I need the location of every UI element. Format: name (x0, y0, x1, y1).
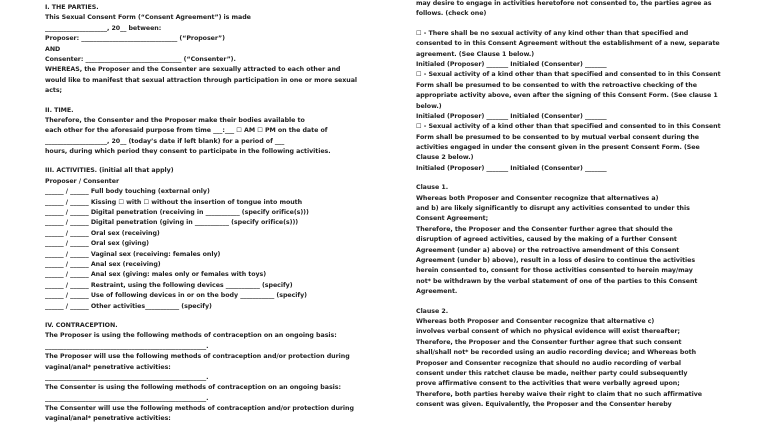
option-c-line: Form shall be presumed to be consented to by mutual verbal consent during the (416, 133, 700, 141)
right-column (416, 0, 721, 410)
whereas-line: WHEREAS, the Proposer and the Consenter are sexually attracted to each other and (45, 66, 341, 74)
clause-1-line: not* be withdrawn by the verbal statement of one of the parties to this Consent (416, 277, 698, 285)
contraception-blank: ____________________________________________________. (45, 342, 209, 350)
clause-2-line: involves verbal consent of which no physical evidence will exist thereafter; (416, 328, 680, 336)
whereas-line: acts; (45, 87, 63, 95)
option-c-initials: Initialed (Proposer) _______ Initialed (Consenter) _______ (416, 164, 607, 172)
activity-item: ______ / ______ Digital penetration (receiving in ___________ (specify orifice(s))) (45, 209, 309, 217)
activities-subheading: Proposer / Consenter (45, 177, 120, 185)
spacer (416, 298, 721, 307)
activity-item: ______ / ______ Use of following devices in or on the body ___________ (specify) (45, 292, 307, 300)
option-c-line: Clause 2 below.) (416, 154, 474, 162)
parties-date-line: ____________________, 20__ between: (45, 24, 162, 32)
spacer (45, 312, 357, 321)
section-heading-activities: III. ACTIVITIES. (initial all that apply) (45, 167, 174, 175)
spacer (45, 97, 357, 106)
activity-item: ______ / ______ Vaginal sex (receiving: females only) (45, 250, 221, 258)
option-b-line: below.) (416, 102, 442, 110)
spacer (416, 174, 721, 183)
whereas-line: would like to manifest that sexual attraction through participation in one or more sexual (45, 76, 358, 84)
clause-2-line: Therefore, the Proposer and the Consenter further agree that such consent (416, 338, 682, 346)
contraception-line: The Proposer is using the following methods of contraception on an ongoing basis: (45, 332, 337, 340)
spacer (45, 157, 357, 166)
clause-1-line: and b) are likely significantly to disrupt any activities consented to under this (416, 205, 690, 213)
clause-1-line: Agreement (under a) above) or the retroactive amendment of this Consent (416, 246, 680, 254)
option-a-line: consented to in this Consent Agreement without the establishment of a new, separate (416, 40, 720, 48)
section-heading-time: II. TIME. (45, 106, 74, 114)
consent-form-page-right (381, 0, 762, 429)
clause-2-heading: Clause 2. (416, 307, 449, 315)
activity-item: ______ / ______ Oral sex (receiving) (45, 229, 160, 237)
option-b-line: ☐ - Sexual activity of a kind other than that specified and consented to in this Consent (416, 71, 721, 79)
time-line: Therefore, the Consenter and the Proposer make their bodies available to (45, 116, 305, 124)
activity-item: ______ / ______ Oral sex (giving) (45, 240, 150, 248)
time-line: each other for the aforesaid purpose from time ___:___ ☐ AM ☐ PM on the date of (45, 127, 328, 135)
contraception-line: The Consenter will use the following methods of contraception and/or protection during (45, 405, 354, 413)
option-a-line: ☐ - There shall be no sexual activity of any kind other than that specified and (416, 29, 689, 37)
proposer-line: Proposer: _______________________________ (“Proposer”) (45, 35, 225, 43)
clause-1-line: disruption of agreed activities, caused by the making of a further Consent (416, 236, 677, 244)
option-b-line: Form shall be presumed to be consented to with the retroactive checking of the (416, 81, 697, 89)
clause-2-line: shall/shall not* be recorded using an audio recording device; and Whereas both (416, 349, 697, 357)
section-heading-parties: I. THE PARTIES. (45, 4, 99, 11)
and-line: AND (45, 45, 61, 53)
parties-line: This Sexual Consent Form (“Consent Agreement”) is made (45, 14, 251, 22)
contraception-line: vaginal/anal* penetrative activities: (45, 415, 171, 423)
clause-1-line: Agreement. (416, 288, 458, 296)
clause-1-line: Whereas both Proposer and Consenter recognize that alternatives a) (416, 194, 659, 202)
activity-item: ______ / ______ Kissing ☐ with ☐ without the insertion of tongue into mouth (45, 198, 303, 206)
activity-item: ______ / ______ Full body touching (external only) (45, 188, 210, 196)
activity-item: ______ / ______ Anal sex (giving: males only or females with toys) (45, 271, 267, 279)
option-b-line: appropriate activity above, even after the signing of this Consent Form. (See clause 1 (416, 92, 718, 100)
activity-item: ______ / ______ Digital penetration (giving in ___________ (specify orifice(s))) (45, 219, 299, 227)
option-a-initials: Initialed (Proposer) _______ Initialed (Consenter) _______ (416, 60, 607, 68)
clause-1-line: Consent Agreement; (416, 215, 489, 223)
option-b-initials: Initialed (Proposer) _______ Initialed (Consenter) _______ (416, 112, 607, 120)
consenter-line: Consenter: _______________________________ (“Consenter”). (45, 55, 236, 63)
clause-2-line: Whereas both Proposer and Consenter recognize that alternative c) (416, 317, 655, 325)
intro-line: may desire to engage in activities heretofore not consented to, the parties agree as (416, 0, 712, 7)
clause-2-line: consent under this ratchet clause be made, neither party could subsequently (416, 369, 688, 377)
clause-1-line: Therefore, the Proposer and the Consenter further agree that should the (416, 225, 673, 233)
left-column (45, 3, 357, 425)
time-line: hours, during which period they consent to participate in the following activities. (45, 148, 331, 156)
option-c-line: ☐ - Sexual activity of a kind other than that specified and consented to in this Consent (416, 123, 721, 131)
clause-2-line: prove affirmative consent to the activities that were verbally agreed upon; (416, 380, 680, 388)
clause-2-line: consent was given. Equivalently, the Proposer and the Consenter hereby (416, 401, 672, 409)
intro-line: follows. (check one) (416, 10, 487, 18)
clause-1-line: herein consented to, consent for those activities consented to herein may/may (416, 267, 693, 275)
contraception-line: The Proposer will use the following methods of contraception and/or protection during (45, 353, 350, 361)
activity-item: ______ / ______ Other activities___________ (specify) (45, 302, 212, 310)
option-a-line: agreement. (See Clause 1 below.) (416, 50, 535, 58)
spacer (416, 20, 721, 29)
clause-2-line: Proposer and Consenter recognize that should no audio recording of verbal (416, 359, 682, 367)
clause-2-line: Therefore, both parties hereby waive their right to claim that no such affirmative (416, 390, 703, 398)
time-line: ____________________, 20__ (today’s date if left blank) for a period of ___ (45, 137, 285, 145)
clause-1-line: Agreement (under b) above), result in a loss of desire to continue the activities (416, 256, 696, 264)
contraception-line: vaginal/anal* penetrative activities: (45, 363, 171, 371)
contraception-line: The Consenter is using the following methods of contraception on an ongoing basis: (45, 384, 341, 392)
contraception-blank: ____________________________________________________. (45, 394, 209, 402)
contraception-blank: ____________________________________________________. (45, 373, 209, 381)
section-heading-contraception: IV. CONTRACEPTION. (45, 321, 118, 329)
option-c-line: activities engaged in under the consent given in the present Consent Form. (See (416, 144, 700, 152)
activity-item: ______ / ______ Anal sex (receiving) (45, 260, 161, 268)
activity-item: ______ / ______ Restraint, using the following devices ___________ (specify) (45, 281, 293, 289)
clause-1-heading: Clause 1. (416, 184, 449, 192)
